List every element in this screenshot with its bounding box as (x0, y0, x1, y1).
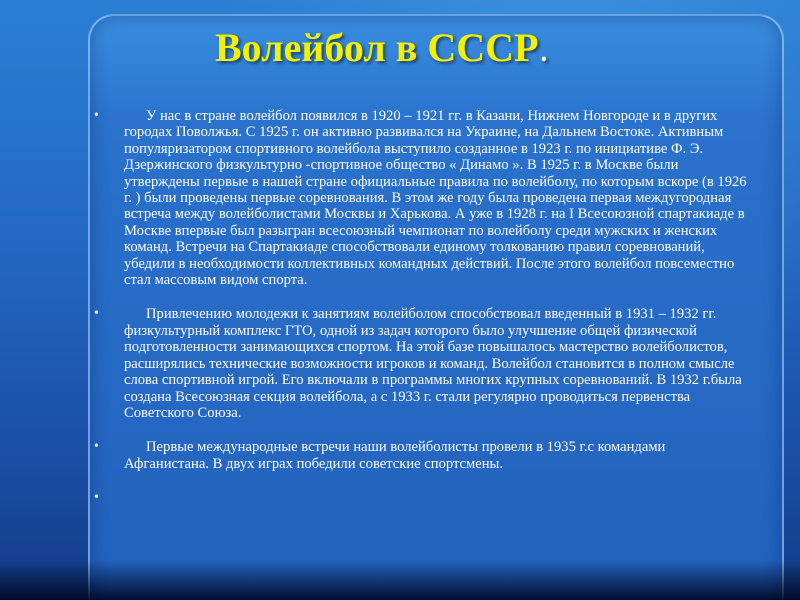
bullet-icon: • (94, 306, 99, 322)
paragraph-text: Привлечению молодежи к занятиям волейболом способствовал введенный в 1931 – 1932 гг. физкультурный комплекс ГТО, одной из задач которого было улучшение общей физической подготовленности занимающихся спортом. На этой базе повышалось мастерство волейболистов, расширялись технические возможности игроков и команд. Волейбол становится в полном смысле слова спортивной игрой. Его включали в программы многих крупных соревнований. В 1932 г.была создана Всесоюзная секция волейбола, а с 1933 г. стали регулярно проводиться первенства Советского Союза. (124, 306, 742, 421)
slide-title-dot: . (540, 37, 548, 68)
paragraph-gto-complex (90, 306, 750, 421)
slide-title (215, 22, 547, 79)
paragraph-empty (90, 490, 750, 506)
paragraph-text: Первые международные встречи наши волейболисты провели в 1935 г.с командами Афганистана. В двух играх победили советские спортсмены. (124, 439, 666, 472)
paragraph-volleyball-origins (90, 108, 750, 288)
bullet-icon: • (94, 108, 99, 123)
bullet-icon: • (94, 439, 99, 455)
bullet-icon: • (94, 490, 99, 506)
slide-title-text: Волейбол в СССР (215, 25, 539, 70)
paragraph-text: У нас в стране волейбол появился в 1920 – 1921 гг. в Казани, Нижнем Новгороде и в других городах Поволжья. С 1925 г. он активно развивался на Украине, на Дальнем Востоке. Активным популяризатором спортивного волейбола выступило созданное в 1923 г. по инициативе Ф. Э. Дзержинского физкультурно -спортивное общество « Динамо ». В 1925 г. в Москве были утверждены первые в нашей стране официальные правила по волейболу, по которым вскоре (в 1926 г. ) были проведены первые соревнования. В этом же году была проведена первая междугородная встреча между волейболистами Москвы и Харькова. А уже в 1928 г. на I Всесоюзной спартакиаде в Москве впервые был разыгран всесоюзный чемпионат по волейболу среди мужских и женских команд. Встречи на Спартакиаде способствовали единому толкованию правил соревнований, убедили в необходимости коллективных командных действий. После этого волейбол повсеместно стал массовым видом спорта. (124, 108, 747, 289)
bullet-list (90, 108, 750, 506)
paragraph-international-matches (90, 439, 750, 472)
